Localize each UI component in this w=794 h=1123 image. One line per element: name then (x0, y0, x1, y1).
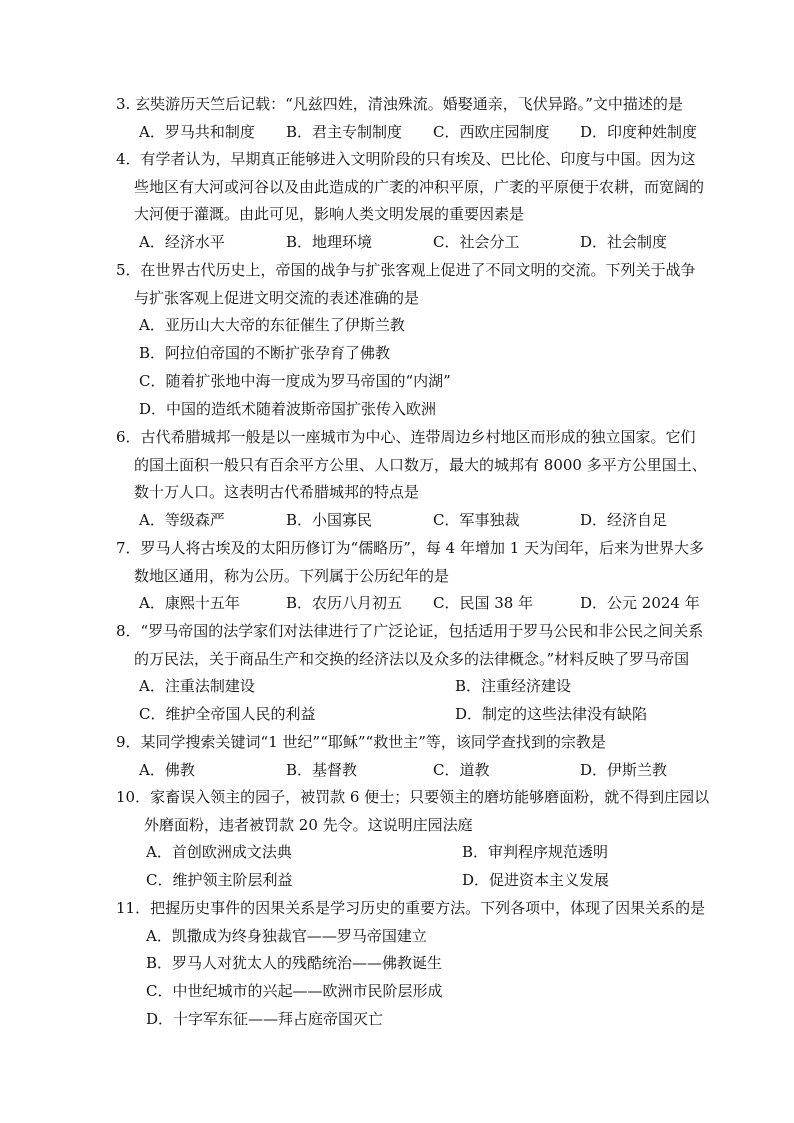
question-8 (116, 618, 771, 729)
option-d: D．伊斯兰教 (580, 760, 668, 779)
option-c: C．民国 38 年 (433, 594, 534, 613)
option-a: A．佛教 (139, 760, 195, 779)
option-a: A．注重法制建设 (139, 677, 255, 696)
option-b: B．农历八月初五 (286, 594, 403, 613)
options-row (116, 757, 727, 785)
option-c: C．军事独裁 (433, 511, 520, 530)
option-d: D．制定的这些法律没有缺陷 (455, 705, 648, 724)
option-b: B．罗马人对犹太人的残酷统治——佛教诞生 (146, 954, 443, 973)
option-b: B．审判程序规范透明 (462, 843, 609, 862)
option-a: A．经济水平 (139, 233, 225, 252)
option-b: B．地理环境 (286, 233, 373, 252)
option-c: C．维护领主阶层利益 (146, 871, 293, 890)
question-stem: 9．某同学搜索关键词“1 世纪”“耶稣”“救世主”等，该同学查找到的宗教是 (116, 733, 606, 751)
option-c: C．西欧庄园制度 (433, 122, 550, 141)
question-stem: 10．家畜误入领主的园子，被罚款 6 便士；只要领主的磨坊能够磨面粉，就不得到庄园以 (116, 788, 710, 806)
question-stem-continued: 大河便于灌溉。由此可见，影响人类文明发展的重要因素是 (134, 205, 525, 224)
question-stem: 7．罗马人将古埃及的太阳历修订为“儒略历”，每 4 年增加 1 天为闰年，后来为世界大多 (116, 539, 705, 557)
question-10 (116, 784, 778, 895)
option-a: A．罗马共和制度 (139, 122, 255, 141)
question-stem: 5．在世界古代历史上，帝国的战争与扩张客观上促进了不同文明的交流。下列关于战争 (116, 261, 696, 279)
question-4 (116, 146, 727, 257)
option-d: D．促进资本主义发展 (462, 871, 610, 890)
option-c: C．随着扩张地中海一度成为罗马帝国的“内湖” (139, 371, 451, 390)
question-3 (116, 91, 727, 146)
question-7 (116, 535, 727, 618)
option-b: B．注重经济建设 (455, 677, 572, 696)
option-b: B．阿拉伯帝国的不断扩张孕育了佛教 (139, 344, 391, 363)
question-stem-continued: 些地区有大河或河谷以及由此造成的广袤的冲积平原，广袤的平原便于农耕，而宽阔的 (134, 177, 705, 196)
options-row (116, 867, 778, 895)
question-stem-continued: 的国土面积一般只有百余平方公里、人口数万，最大的城邦有 8000 多平方公里国土、 (134, 455, 707, 474)
options-row (116, 701, 771, 729)
question-stem-continued: 与扩张客观上促进文明交流的表述准确的是 (134, 288, 420, 307)
option-d: D．公元 2024 年 (580, 594, 700, 613)
options-row (116, 673, 771, 701)
question-stem: 3. 玄奘游历天竺后记载：“凡兹四姓，清浊殊流。婚娶通亲，飞伏异路。”文中描述的是 (116, 95, 683, 113)
option-d: D．十字军东征——拜占庭帝国灭亡 (146, 1009, 384, 1028)
option-d: D．经济自足 (580, 511, 668, 530)
question-stem: 6．古代希腊城邦一般是以一座城市为中心、连带周边乡村地区而形成的独立国家。它们 (116, 428, 696, 446)
question-stem-continued: 的万民法，关于商品生产和交换的经济法以及众多的法律概念。”材料反映了罗马帝国 (134, 649, 690, 668)
options-row (116, 590, 727, 618)
question-stem: 8．“罗马帝国的法学家们对法律进行了广泛论证，包括适用于罗马公民和非公民之间关系 (116, 622, 704, 640)
question-stem-continued: 数地区通用，称为公历。下列属于公历纪年的是 (134, 566, 450, 585)
question-stem: 4．有学者认为，早期真正能够进入文明阶段的只有埃及、巴比伦、印度与中国。因为这 (116, 150, 696, 168)
option-a: A．亚历山大大帝的东征催生了伊斯兰教 (139, 316, 405, 335)
options-row (116, 507, 727, 535)
question-stem-continued: 外磨面粉，违者被罚款 20 先令。这说明庄园法庭 (144, 815, 473, 834)
option-a: A．康熙十五年 (139, 594, 240, 613)
option-d: D．中国的造纸术随着波斯帝国扩张传入欧洲 (139, 399, 437, 418)
options-row (116, 119, 727, 147)
option-c: C．维护全帝国人民的利益 (139, 705, 316, 724)
question-9 (116, 729, 727, 784)
option-b: B．基督教 (286, 760, 358, 779)
option-a: A．凯撒成为终身独裁官——罗马帝国建立 (146, 926, 427, 945)
option-c: C．道教 (433, 760, 490, 779)
option-a: A．首创欧洲成文法典 (146, 843, 292, 862)
options-row (116, 839, 778, 867)
option-b: B．小国寡民 (286, 511, 373, 530)
options-row (116, 229, 727, 257)
option-d: D．社会制度 (580, 233, 668, 252)
option-b: B．君主专制制度 (286, 122, 403, 141)
option-c: C．中世纪城市的兴起——欧洲市民阶层形成 (146, 982, 443, 1001)
question-5 (116, 257, 696, 423)
option-d: D．印度种姓制度 (580, 122, 698, 141)
question-11 (116, 895, 705, 1034)
option-a: A．等级森严 (139, 511, 225, 530)
question-6 (116, 424, 727, 535)
option-c: C．社会分工 (433, 233, 520, 252)
question-stem-continued: 数十万人口。这表明古代希腊城邦的特点是 (134, 483, 420, 502)
question-stem: 11．把握历史事件的因果关系是学习历史的重要方法。下列各项中，体现了因果关系的是 (116, 899, 706, 917)
